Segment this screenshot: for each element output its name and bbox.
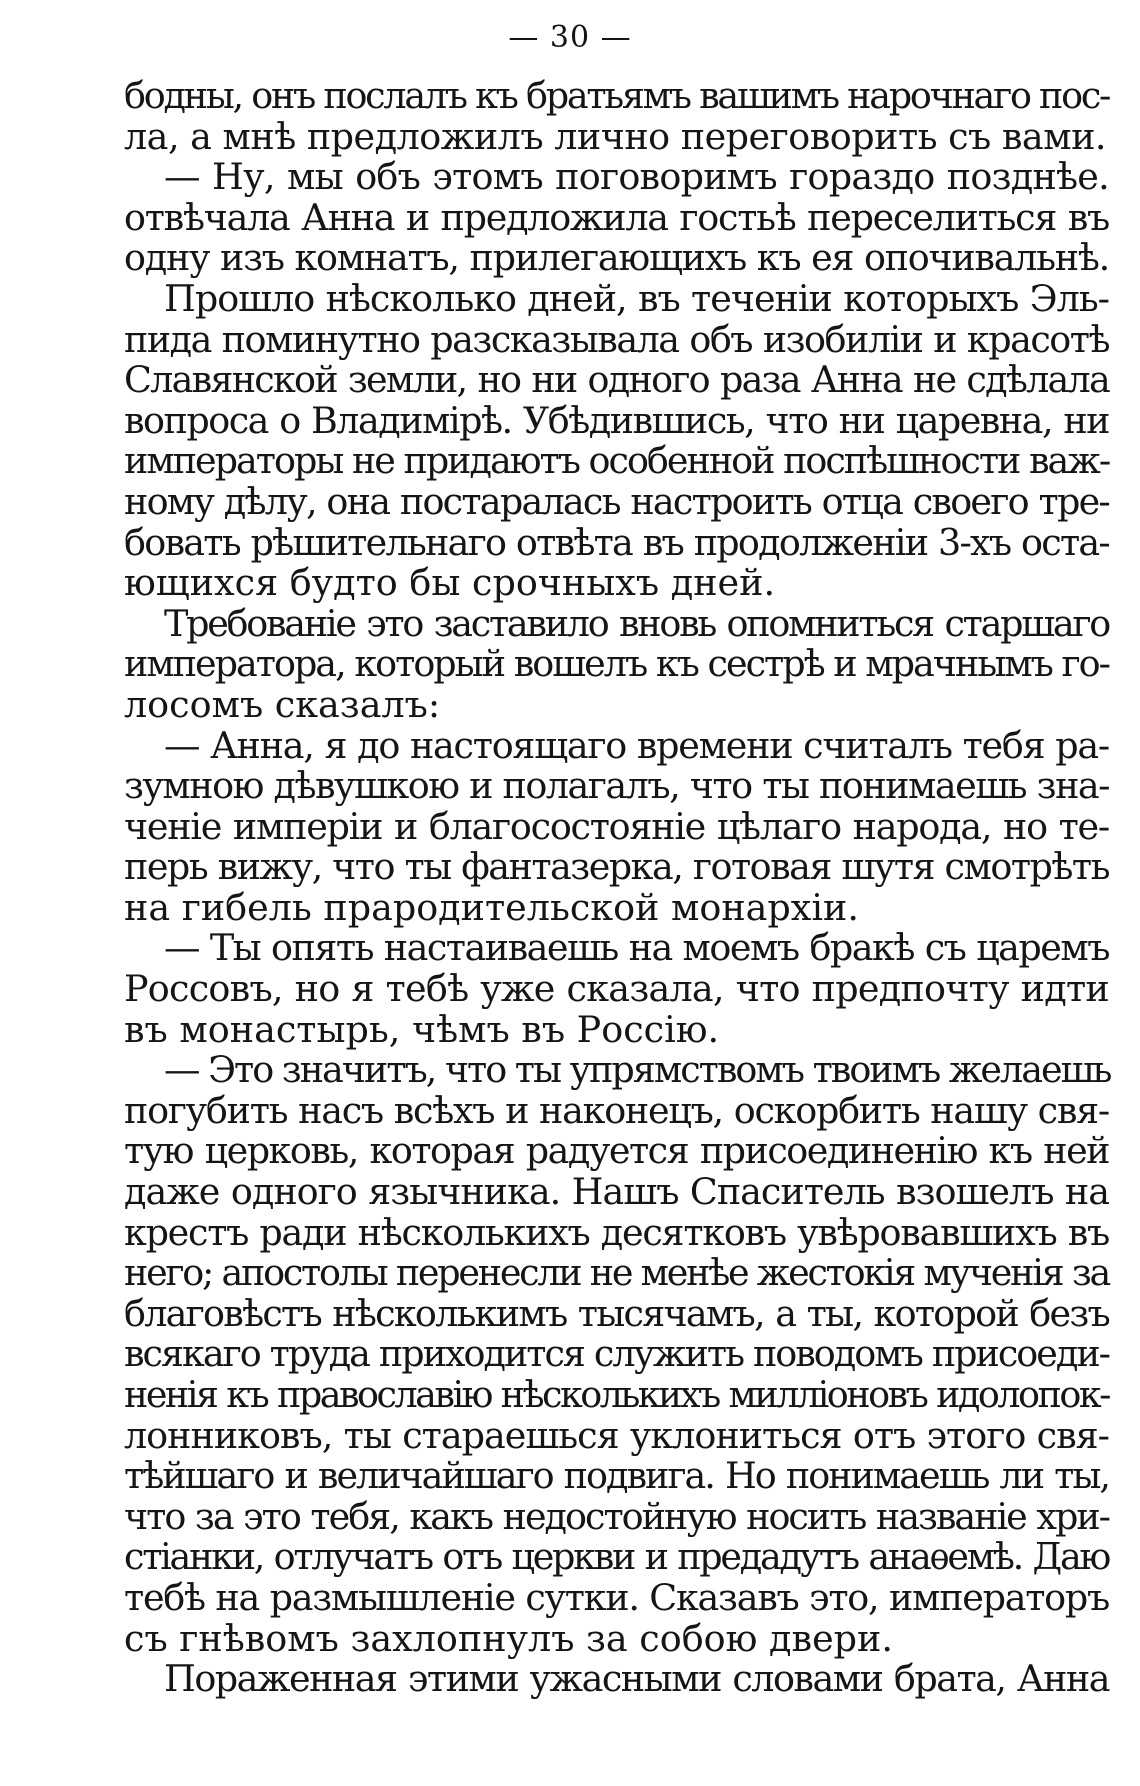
- text-line: бодны, онъ послалъ къ братьямъ вашимъ нарочнаго пос-: [124, 74, 1110, 117]
- text-line: тебѣ на размышленіе сутки. Сказавъ это, императоръ: [124, 1575, 1109, 1619]
- text-line: что за это тебя, какъ недостойную носить названіе хри-: [124, 1494, 1109, 1538]
- text-line: ненія къ православію нѣсколькихъ милліоновъ идолопок-: [124, 1373, 1109, 1416]
- text-line: ченіе имперіи и благосостояніе цѣлаго народа, но те-: [124, 804, 1109, 848]
- text-line: бовать рѣшительнаго отвѣта въ продолженіи 3-хъ оста-: [124, 520, 1109, 564]
- text-line: вопроса о Владимірѣ. Убѣдившись, что ни царевна, ни: [124, 398, 1109, 442]
- text-line: перь вижу, что ты фантазерка, готовая шутя смотрѣть: [124, 845, 1109, 889]
- text-line: одну изъ комнатъ, прилегающихъ къ ея опочивальнѣ.: [124, 236, 1109, 280]
- text-line: ному дѣлу, она постаралась настроить отца своего тре-: [124, 479, 1109, 523]
- text-line: отвѣчала Анна и предложила гостьѣ переселиться въ: [124, 195, 1109, 239]
- text-line: — Ну, мы объ этомъ поговоримъ гораздо позднѣе.: [164, 155, 1109, 199]
- text-line: тѣйшаго и величайшаго подвига. Но понимаешь ли ты,: [124, 1454, 1109, 1498]
- text-line: стіанки, отлучатъ отъ церкви и предадутъ анаѳемѣ. Даю: [124, 1535, 1109, 1579]
- text-line: погубить насъ всѣхъ и наконецъ, оскорбить нашу свя-: [124, 1088, 1109, 1132]
- text-line: всякаго труда приходится служить поводомъ присоеди-: [124, 1332, 1109, 1376]
- text-line: въ монастырь, чѣмъ въ Россію.: [124, 1007, 720, 1051]
- text-line: благовѣстъ нѣсколькимъ тысячамъ, а ты, которой безъ: [124, 1291, 1109, 1335]
- text-line: Требованіе это заставило вновь опомниться старшаго: [164, 601, 1109, 645]
- text-line: императоры не придаютъ особенной поспѣшности важ-: [124, 439, 1110, 483]
- text-line: Славянской земли, но ни одного раза Анна не сдѣлала: [124, 358, 1109, 402]
- text-line: даже одного язычника. Нашъ Спаситель взошелъ на: [124, 1170, 1109, 1214]
- text-line: лонниковъ, ты стараешься уклониться отъ этого свя-: [124, 1413, 1109, 1457]
- text-line: Прошло нѣсколько дней, въ теченіи которыхъ Эль-: [164, 276, 1109, 320]
- text-line: Пораженная этими ужасными словами брата, Анна: [164, 1657, 1109, 1701]
- text-line: пида поминутно разсказывала объ изобиліи и красотѣ: [124, 317, 1109, 361]
- text-line: съ гнѣвомъ захлопнулъ за собою двери.: [124, 1616, 893, 1660]
- text-line: него; апостолы перенесли не менѣе жестокія мученія за: [124, 1251, 1109, 1295]
- body-text: [124, 76, 1109, 1700]
- text-line: Россовъ, но я тебѣ уже сказала, что предпочту идти: [124, 967, 1109, 1011]
- text-line: лосомъ сказалъ:: [124, 682, 441, 726]
- text-line: крестъ ради нѣсколькихъ десятковъ увѣровавшихъ въ: [124, 1210, 1109, 1254]
- text-line: тую церковь, которая радуется присоединенію къ ней: [124, 1129, 1109, 1173]
- text-line: ющихся будто бы срочныхъ дней.: [124, 561, 776, 605]
- text-line: ла, а мнѣ предложилъ лично переговорить съ вами.: [124, 114, 1107, 158]
- text-line: — Анна, я до настоящаго времени считалъ тебя ра-: [164, 723, 1109, 767]
- text-line: зумною дѣвушкою и полагалъ, что ты понимаешь зна-: [124, 764, 1109, 808]
- text-line: — Это значитъ, что ты упрямствомъ твоимъ желаешь: [164, 1048, 1111, 1092]
- text-line: императора, который вошелъ къ сестрѣ и мрачнымъ го-: [124, 642, 1109, 686]
- page-number: — 30 —: [508, 20, 632, 55]
- text-line: — Ты опять настаиваешь на моемъ бракѣ съ царемъ: [164, 926, 1109, 970]
- text-line: на гибель прародительской монархіи.: [124, 885, 859, 929]
